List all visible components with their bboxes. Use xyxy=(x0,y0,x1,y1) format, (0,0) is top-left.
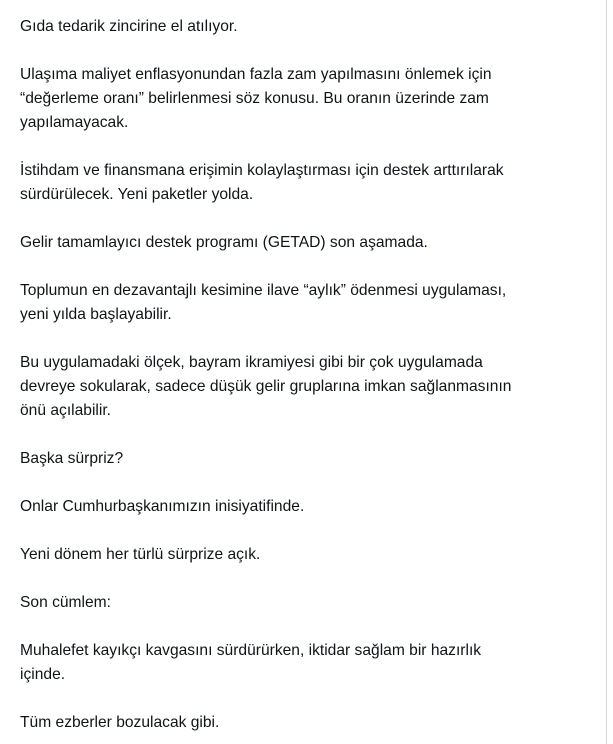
post-paragraph: Toplumun en dezavantajlı kesimine ilave “aylık” ödenmesi uygulaması, yeni yılda başlayabilir. xyxy=(20,282,507,323)
post-paragraph: İstihdam ve finansmana erişimin kolaylaştırması için destek arttırılarak sürdürülecek. Yeni paketler yolda. xyxy=(20,162,504,203)
post-paragraph: Gelir tamamlayıcı destek programı (GETAD) son aşamada. xyxy=(20,234,428,251)
post-paragraph: Yeni dönem her türlü sürprize açık. xyxy=(20,546,261,563)
post-paragraph: Onlar Cumhurbaşkanımızın inisiyatifinde. xyxy=(20,498,305,515)
post-paragraph: Tüm ezberler bozulacak gibi. xyxy=(20,714,220,731)
post-paragraph: Ulaşıma maliyet enflasyonundan fazla zam yapılmasını önlemek için “değerleme oranı” belirlenmesi söz konusu. Bu oranın üzerinde zam yapılamayacak. xyxy=(20,66,492,131)
post-paragraph: Başka sürpriz? xyxy=(20,450,124,467)
post-text xyxy=(20,15,590,735)
post-paragraph: Bu uygulamadaki ölçek, bayram ikramiyesi gibi bir çok uygulamada devreye sokularak, sadece düşük gelir gruplarına imkan sağlanmasının önü açılabilir. xyxy=(20,354,512,419)
post-paragraph: Son cümlem: xyxy=(20,594,111,611)
post-paragraph: Muhalefet kayıkçı kavgasını sürdürürken, iktidar sağlam bir hazırlık içinde. xyxy=(20,642,482,683)
post-paragraph: Gıda tedarik zincirine el atılıyor. xyxy=(20,18,238,35)
